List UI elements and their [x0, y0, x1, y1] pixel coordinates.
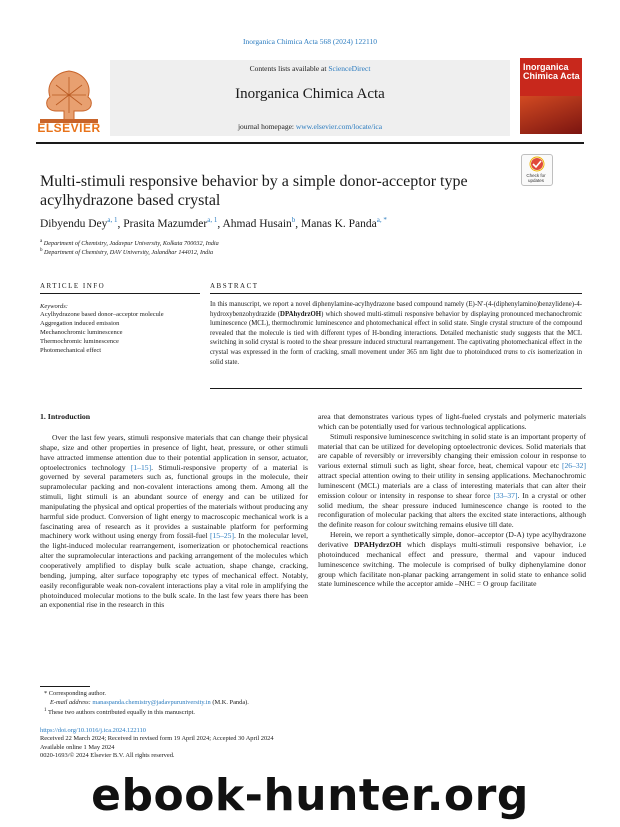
citation-link[interactable]: [1–15] — [130, 462, 152, 472]
abstract-text: In this manuscript, we report a novel diphenylamine-acylhydrazone based compound namely (E)-N′-(4-(diphenylamino)benzylidene)-4-hydroxybenzohydrazide (DPAhydrzOH) which showed multi-stimuli responsive behavior by displaying pronounced mechanochromic luminescence (MCL), thermochromic luminescence and photomechanical effect in solid state. Single crystal structure of the compound revealed that the molecule is tied with different types of H-bonding interactions. Detailed mechanistic study suggests that the MCL switching in solid crystal is rooted to the shear pressure induced structural rearrangement. The captivating photomechanical effect in the crystal was expressed in the form of cracking, small movement under 365 nm light due to photoinduced trans to cis isomerization in solid state. — [210, 301, 582, 366]
keyword: Thermochromic luminescence — [40, 338, 119, 345]
available-online-date: Available online 1 May 2024 — [40, 743, 115, 751]
contents-available-line: Contents lists available at ScienceDirect — [249, 64, 371, 73]
author-list: Dibyendu Dey$^{a, 1}$, Prasita Mazumder$^{a, 1}$, Ahmad Husain$^b$, Manas K. Panda$^{a, *}$ — [40, 216, 387, 230]
author-name: Prasita Mazumder — [123, 217, 208, 230]
citation-link[interactable]: [26–32] — [561, 461, 586, 471]
author-affiliation-marker[interactable]: a, 1 — [207, 216, 218, 224]
check-updates-label: Check for updates — [526, 173, 546, 183]
author-affiliation-marker[interactable]: b — [291, 216, 296, 224]
citation-link[interactable]: [33–37] — [493, 490, 518, 500]
article-title: Multi-stimuli responsive behavior by a simple donor-acceptor type acylhydrazone based crystal — [40, 173, 468, 209]
header-divider — [36, 142, 584, 144]
body-paragraph: Over the last few years, stimuli responsive materials that can change their physical shape, size and other properties in presence of light, heat, pressure, or other stimuli have attracted immense attention due to their potential application in sensor, actuator, optoelectronics technology [1–15]. Stimuli-responsive property of a material is governed by several parameters such as, functional groups in the molecule, their supramolecular packing and non-covalent interactions among them. Among all the stimuli, light stimuli is an abundant source of energy and can be utilized for manipulating the physical and optical properties of the materials without producing any harmful side product. Conversion of light energy to macroscopic mechanical work is a fascinating area of research as it provides a sustainable platform for performing machinery work without using energy from fossil-fuel [15–25]. In the molecular level, the light-induced molecular rearrangement, isomerization or photochemical reactions alter the supramolecular interactions and packing arrangement of the molecules which cooperatively amplified to display bulk scale actuation, shape change, cracking, bending, jumping, alter surface topography etc types of mechanical effect. Notably, easily reconfigurable weak non-covalent interactions play a vital role in amplifying the photoinduced molecular motions to the bulk scale. In the last few years there has been an exponential rise in the research in this — [40, 433, 308, 610]
journal-cover-title: Inorganica Chimica Acta — [523, 62, 580, 81]
email-note: E-mail address: manaspanda.chemistry@jadavpuruniversity.in (M.K. Panda). — [50, 699, 249, 706]
author-name: Ahmad Husain — [222, 217, 292, 230]
watermark-text: ebook-hunter.org — [91, 770, 529, 821]
footnote-rule — [40, 686, 90, 687]
keyword: Aggregation induced emission — [40, 320, 120, 327]
journal-homepage-line: journal homepage: www.elsevier.com/locate/ica — [237, 122, 383, 131]
sciencedirect-link[interactable]: ScienceDirect — [328, 64, 371, 73]
section-heading-introduction: 1. Introduction — [40, 412, 91, 421]
keyword: Mechanochromic luminescence — [40, 329, 123, 336]
body-paragraph: area that demonstrates various types of light-fueled crystals and polymeric materials which can be potentially used for various technological applications. — [318, 412, 586, 431]
body-column-right — [318, 412, 586, 589]
author-name: Manas K. Panda — [301, 217, 377, 230]
citation-link[interactable]: [15–25] — [209, 531, 234, 541]
equal-contribution-note: $^1$ These two authors contributed equally in this manuscript. — [44, 708, 195, 717]
journal-homepage-link[interactable]: www.elsevier.com/locate/ica — [295, 122, 383, 131]
keyword: Acylhydrazone based donor–acceptor molecule — [40, 311, 164, 318]
body-paragraph: Stimuli responsive luminescence switching in solid state is an important property of material that can be utilized for developing optoelectronic devices. Solid materials that are capable of reversibly or irreversibly changing their emission colour in response to various external stimuli such as light, shear force, heat, chemical vapour etc [26–32] attract special attention owing to their utility in sensing applications. Mechanochromic luminescent (MCL) materials are a class of interesting materials that can alter their emission colour or intensity in response to shear force [33–37]. In a crystal or other solid medium, the shear pressure induced luminescence change is rooted to the reconfiguration of molecular packing that alters the excited state interactions, although the definite reason for colour switching remains elusive till date. — [318, 431, 586, 530]
affiliation: $^b$ Department of Chemistry, DAV University, Jalandhar 144012, India — [40, 248, 214, 257]
article-info-heading: ARTICLE INFO — [40, 282, 106, 290]
elsevier-wordmark: ELSEVIER — [37, 121, 101, 135]
affiliation: $^a$ Department of Chemistry, Jadavpur University, Kolkata 700032, India — [40, 239, 219, 248]
keyword: Photomechanical effect — [40, 347, 102, 354]
corresponding-author-note: * Corresponding author. — [44, 690, 106, 697]
email-link[interactable]: manaspanda.chemistry@jadavpuruniversity.in — [92, 699, 211, 706]
journal-citation[interactable]: Inorganica Chimica Acta 568 (2024) 122110 — [243, 37, 377, 46]
abstract-bottom-rule — [210, 388, 582, 389]
journal-cover-artwork — [520, 96, 582, 134]
doi-link[interactable]: https://doi.org/10.1016/j.ica.2024.122110 — [40, 727, 146, 734]
author-affiliation-marker[interactable]: a, 1 — [107, 216, 118, 224]
copyright-line: 0020-1693/© 2024 Elsevier B.V. All rights reserved. — [40, 752, 175, 760]
author-affiliation-marker[interactable]: a, * — [376, 216, 387, 224]
keywords-label: Keywords: — [40, 303, 68, 310]
check-updates-icon — [522, 155, 552, 173]
body-column-left — [40, 433, 308, 610]
abstract-heading: ABSTRACT — [210, 282, 259, 290]
journal-title: Inorganica Chimica Acta — [235, 86, 385, 102]
bibliographic-info — [40, 727, 274, 761]
body-paragraph: Herein, we report a synthetically simple, donor–acceptor (D-A) type acylhydrazone derivative DPAHydrzOH which displays multi-stimuli responsive behavior, i.e photoinduced mechanical effect and pressure, thermal and vapour induced luminescence switching. The molecule is comprised of bulky diphenylamine donor group which facilitate non-planar packing arrangement in solid state to enhance solid state luminescence while the acceptor amide –NHC = O group facilitate — [318, 530, 586, 589]
article-info-rule — [40, 293, 200, 294]
received-dates: Received 22 March 2024; Received in revised form 19 April 2024; Accepted 30 April 2024 — [40, 735, 274, 743]
abstract-rule — [210, 293, 582, 294]
author-name: Dibyendu Dey — [40, 217, 108, 230]
